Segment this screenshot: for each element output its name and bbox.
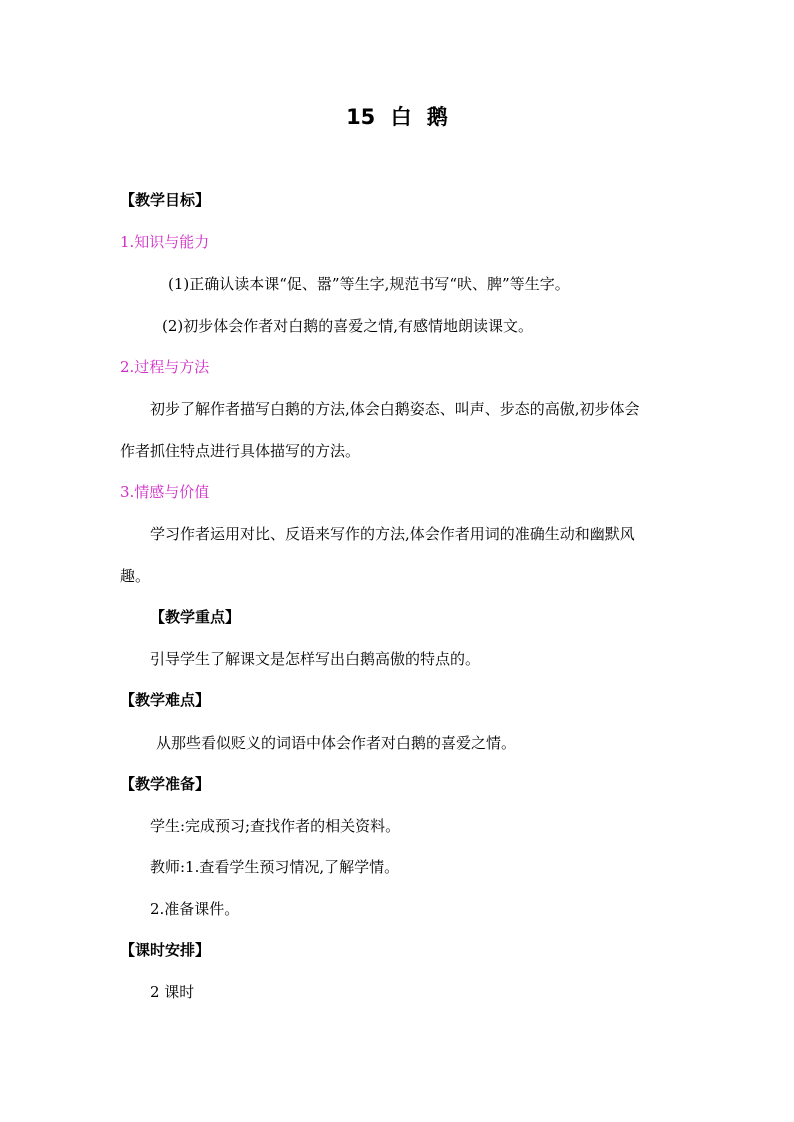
paragraph-preparation-student: 学生:完成预习;查找作者的相关资料。 [150, 817, 401, 835]
paragraph-preparation-teacher-2: 2.准备课件。 [150, 900, 240, 918]
subheading-emotion-value: 3.情感与价值 [120, 483, 210, 501]
page-title: 15 白 鹅 [346, 105, 448, 129]
paragraph-process-line-1: 初步了解作者描写白鹅的方法,体会白鹅姿态、叫声、步态的高傲,初步体会 [150, 400, 640, 418]
paragraph-process-line-2: 作者抓住特点进行具体描写的方法。 [120, 442, 361, 460]
section-heading-teaching-goals: 【教学目标】 [120, 191, 211, 209]
paragraph-goal-1-1: (1)正确认读本课“促、嚣”等生字,规范书写“吠、脾”等生字。 [168, 275, 570, 293]
paragraph-goal-1-2: (2)初步体会作者对白鹅的喜爱之情,有感情地朗读课文。 [162, 317, 534, 335]
paragraph-emotion-line-2: 趣。 [120, 567, 151, 585]
paragraph-schedule: 2 课时 [150, 983, 195, 1001]
paragraph-difficulties: 从那些看似贬义的词语中体会作者对白鹅的喜爱之情。 [156, 734, 517, 752]
section-heading-key-points: 【教学重点】 [150, 608, 241, 626]
subheading-knowledge-ability: 1.知识与能力 [120, 233, 210, 251]
section-heading-preparation: 【教学准备】 [120, 775, 211, 793]
subheading-process-method: 2.过程与方法 [120, 358, 210, 376]
paragraph-preparation-teacher-1: 教师:1.查看学生预习情况,了解学情。 [150, 858, 400, 876]
paragraph-key-points: 引导学生了解课文是怎样写出白鹅高傲的特点的。 [150, 650, 481, 668]
paragraph-emotion-line-1: 学习作者运用对比、反语来写作的方法,体会作者用词的准确生动和幽默风 [150, 525, 635, 543]
section-heading-schedule: 【课时安排】 [120, 941, 211, 959]
section-heading-difficulties: 【教学难点】 [120, 691, 211, 709]
